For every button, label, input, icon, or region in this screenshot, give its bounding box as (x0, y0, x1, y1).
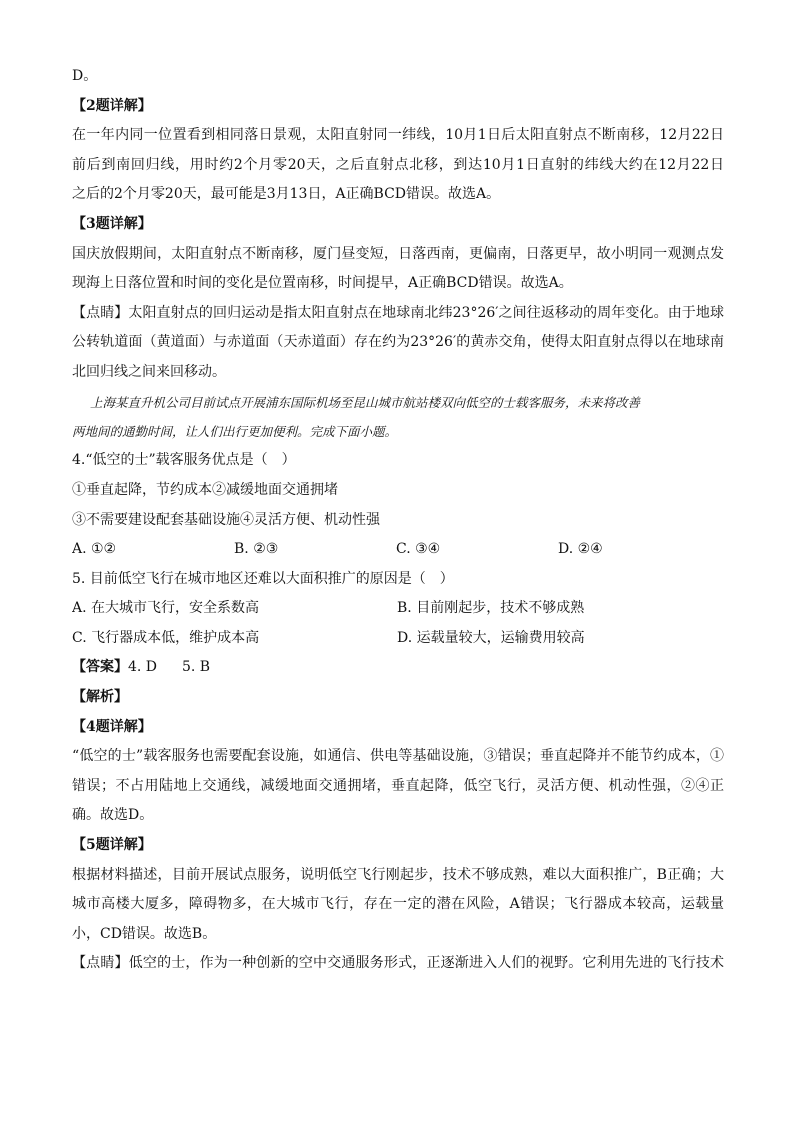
section-heading-q2: 【2题详解】 (72, 97, 152, 114)
text-line: 根据材料描述，目前开展试点服务，说明低空飞行刚起步，技术不够成熟，难以大面积推广，B正确；大 (72, 866, 724, 883)
option-b: B. 目前刚起步，技术不够成熟 (397, 600, 585, 617)
text-line: 在一年内同一位置看到相同落日景观，太阳直射同一纬线，10月1日后太阳直射点不断南移，12月22日 (72, 127, 724, 144)
dianjing-paragraph-line: 【点睛】低空的士，作为一种创新的空中交通服务形式，正逐渐进入人们的视野。它利用先进的飞行技术 (72, 955, 724, 972)
option-c: C. 飞行器成本低，维护成本高 (72, 629, 260, 646)
option-c: C. ③④ (396, 541, 441, 558)
text-line: 确。故选D。 (72, 807, 154, 824)
question-5: 5. 目前低空飞行在城市地区还难以大面积推广的原因是（ ） (72, 570, 454, 587)
question-4: 4.“低空的士”载客服务优点是（ ） (72, 452, 296, 469)
option-b: B. ②③ (234, 541, 279, 558)
section-heading-q3: 【3题详解】 (72, 215, 152, 232)
text-line: 城市高楼大厦多，障碍物多，在大城市飞行，存在一定的潜在风险，A错误；飞行器成本较高，运载量 (72, 896, 724, 913)
reading-passage-line: 两地间的通勤时间，让人们出行更加便利。完成下面小题。 (72, 423, 398, 439)
text-line: D。 (72, 68, 98, 84)
answer-4: 4. D (128, 659, 158, 676)
option-a: A. 在大城市飞行，安全系数高 (72, 600, 260, 617)
text-line: 前后到南回归线，用时约2个月零20天，之后直射点北移，到达10月1日直射的纬线大约在12月22日 (72, 156, 724, 173)
question-4-options (72, 535, 724, 565)
text-line: 现海上日落位置和时间的变化是位置南移，时间提早，A正确BCD错误。故选A。 (72, 275, 573, 292)
question-4-statement: ③不需要建设配套基础设施④灵活方便、机动性强 (72, 511, 380, 528)
section-heading-q4: 【4题详解】 (72, 718, 152, 735)
question-4-statement: ①垂直起降，节约成本②减缓地面交通拥堵 (72, 481, 338, 498)
answer-5: 5. B (182, 659, 211, 676)
dianjing-paragraph-line: 【点睛】太阳直射点的回归运动是指太阳直射点在地球南北纬23°26′之间往返移动的周年变化。由于地球 (72, 304, 724, 321)
option-d: D. 运载量较大，运输费用较高 (397, 629, 585, 646)
document-body (72, 62, 724, 979)
analysis-heading: 【解析】 (72, 689, 128, 706)
question-5-options-row-2 (72, 624, 724, 654)
section-heading-q5: 【5题详解】 (72, 837, 152, 854)
text-line: 国庆放假期间，太阳直射点不断南移，厦门昼变短，日落西南，更偏南，日落更早，故小明同一观测点发 (72, 245, 724, 262)
text-line: 错误；不占用陆地上交通线，减缓地面交通拥堵，垂直起降，低空飞行，灵活方便、机动性强，②④正 (72, 777, 724, 794)
answer-line (72, 653, 724, 683)
question-5-options-row-1 (72, 594, 724, 624)
reading-passage-line: 上海某直升机公司目前试点开展浦东国际机场至昆山城市航站楼双向低空的士载客服务，未来将改善 (90, 394, 641, 410)
text-line: “低空的士”载客服务也需要配套设施，如通信、供电等基础设施，③错误；垂直起降并不能节约成本，① (72, 748, 724, 765)
text-line: 小，CD错误。故选B。 (72, 925, 217, 942)
answer-label: 【答案】 (72, 659, 128, 676)
text-line: 公转轨道面（黄道面）与赤道面（天赤道面）存在约为23°26′的黄赤交角，使得太阳直射点得以在地球南 (72, 334, 724, 351)
option-d: D. ②④ (558, 541, 603, 558)
text-line: 之后的2个月零20天，最可能是3月13日，A正确BCD错误。故选A。 (72, 186, 501, 203)
text-line: 北回归线之间来回移动。 (72, 363, 226, 380)
option-a: A. ①② (72, 541, 117, 558)
